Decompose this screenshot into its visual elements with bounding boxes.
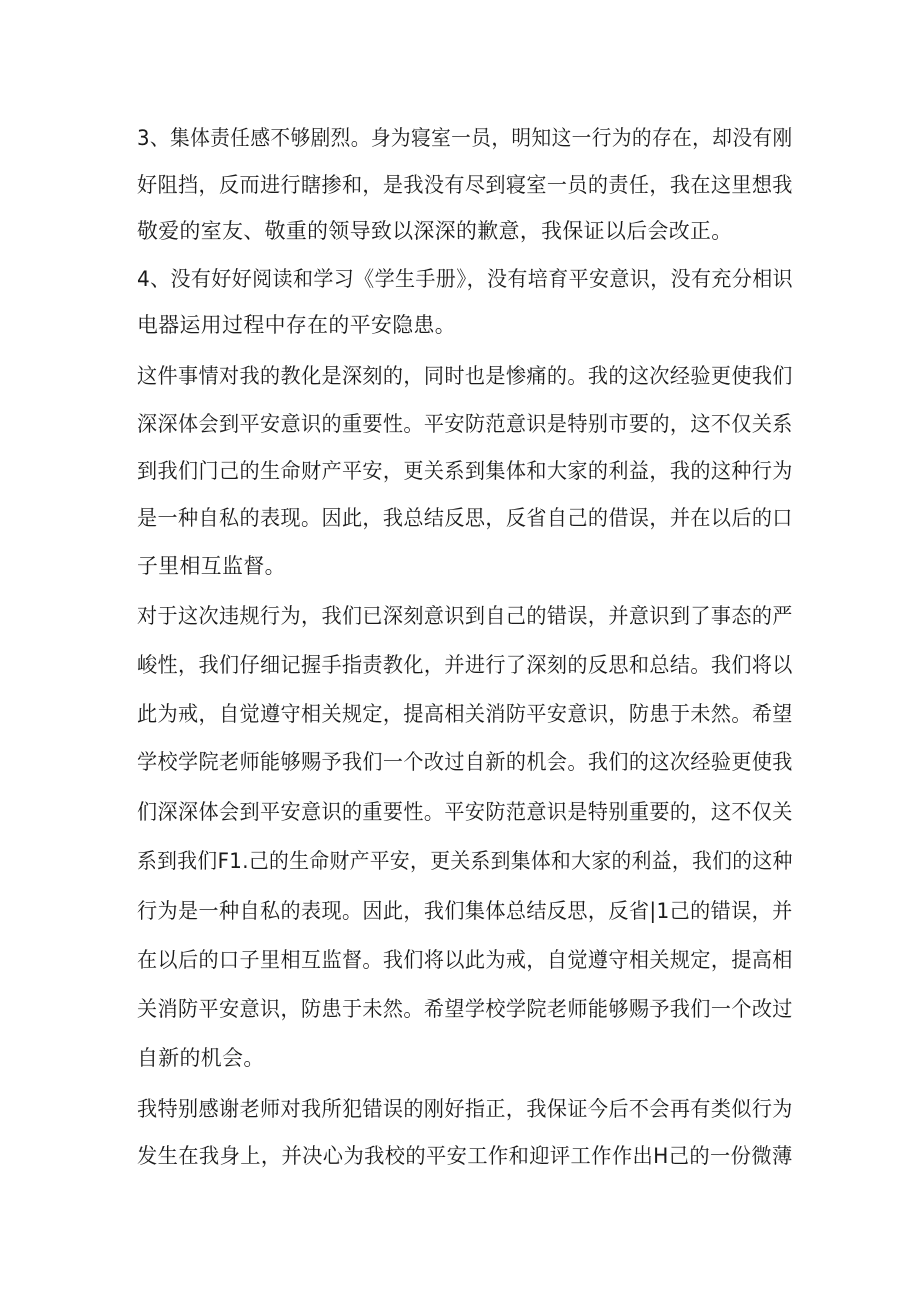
text-line: 敬爱的室友、敬重的领导致以深深的歉意，我保证以后会改正。 [137,219,733,243]
text-line: 发生在我身上，并决心为我校的平安工作和迎评工作作出H己的一份微薄 [137,1144,793,1168]
text-line: 深深体会到平安意识的重要性。平安防范意识是特别市要的，这不仅关系 [137,412,793,436]
text-line: 电器运用过程中存在的平安隐患。 [137,313,457,337]
text-line: 子里相互监督。 [137,554,286,578]
text-line: 学校学院老师能够赐予我们一个改过自新的机会。我们的这次经验更使我 [137,750,793,774]
text-line: 这件事情对我的教化是深刻的，同时也是惨痛的。我的这次经验更使我们 [137,364,793,388]
text-line: 峻性，我们仔细记握手指责教化，并进行了深刻的反思和总结。我们将以 [137,653,793,677]
text-line: 是一种自私的表现。因此，我总结反思，反省自己的借误，并在以后的口 [137,506,793,530]
text-line: 我特别感谢老师对我所犯错误的刚好指正，我保证今后不会再有类似行为 [137,1097,793,1121]
text-line: 到我们门己的生命财产平安，更关系到集体和大家的利益，我的这种行为 [137,459,793,483]
text-line: 此为戒，自觉遵守相关规定，提高相关消防平安意识，防患于未然。希望 [137,702,793,726]
text-line: 关消防平安意识，防患于未然。希望学校学院老师能够赐予我们一个改过 [137,997,793,1021]
text-line: 在以后的口子里相互监督。我们将以此为戒，自觉遵守相关规定，提高相 [137,948,793,972]
text-line: 对于这次违规行为，我们已深刻意识到自己的错误，并意识到了事态的严 [137,604,793,628]
text-line: 好阻挡，反而进行瞎掺和，是我没有尽到寝室一员的责任，我在这里想我 [137,173,793,197]
text-line: 们深深体会到平安意识的重要性。平安防范意识是特别重要的，这不仅关 [137,800,793,824]
text-line: 行为是一种自私的表现。因此，我们集体总结反思，反省|1己的错误，并 [137,899,793,923]
text-line: 4、没有好好阅读和学习《学生手册》，没有培育平安意识，没有充分相识 [137,267,794,291]
text-line: 3、集体责任感不够剧烈。身为寝室一员，明知这一行为的存在，却没有刚 [137,126,793,150]
text-line: 自新的机会。 [137,1046,265,1070]
text-line: 系到我们F1.己的生命财产平安，更关系到集体和大家的利益，我们的这种 [137,849,793,873]
